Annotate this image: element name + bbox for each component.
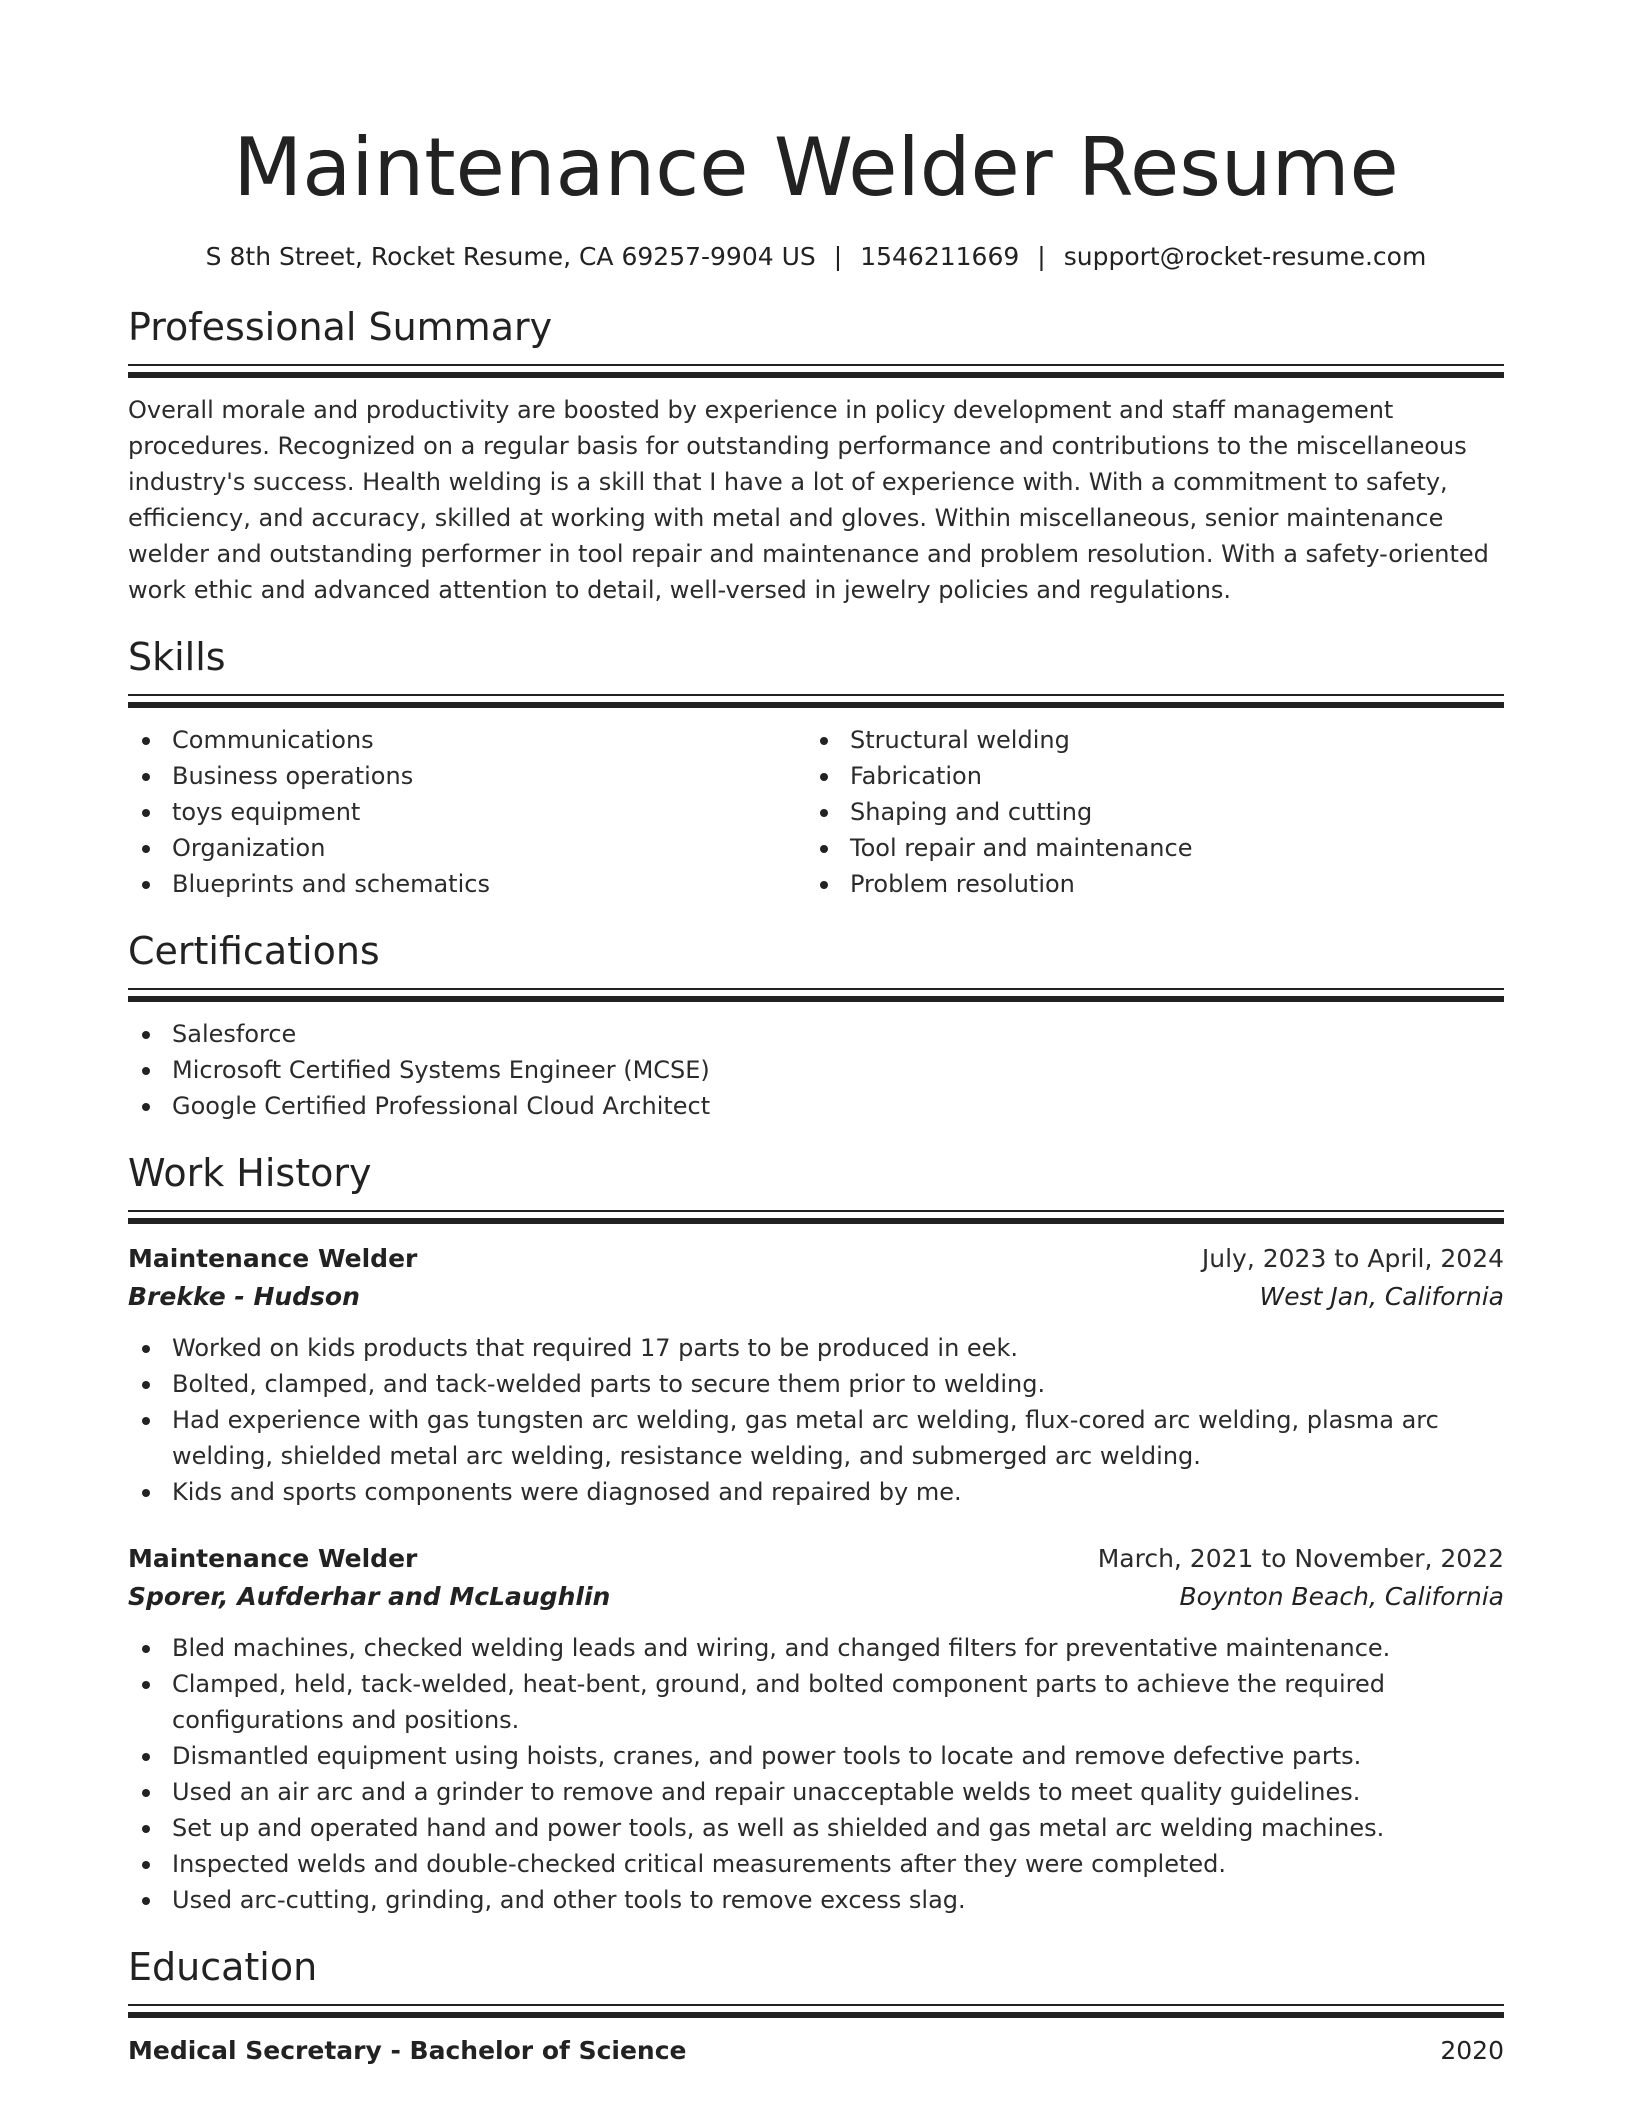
job-bullet: Set up and operated hand and power tools, as well as shielded and gas metal arc welding machines. [128,1810,1504,1846]
certification-item: Google Certified Professional Cloud Architect [128,1088,1504,1124]
section-heading-summary: Professional Summary [128,305,553,349]
certification-item: Salesforce [128,1016,1504,1052]
job-bullet: Bled machines, checked welding leads and wiring, and changed filters for preventative maintenance. [128,1630,1504,1666]
job-subheader [128,1578,1504,1616]
skill-item: Problem resolution [806,866,1484,902]
job-bullets [128,1630,1504,1918]
section-rule-thick [128,996,1504,1002]
section-rule [128,1210,1504,1212]
skill-item: Communications [128,722,806,758]
job-dates: July, 2023 to April, 2024 [1201,1244,1504,1273]
job-bullet: Dismantled equipment using hoists, cranes, and power tools to locate and remove defective parts. [128,1738,1504,1774]
work-history-section [128,1148,1504,1918]
job-title: Maintenance Welder [128,1244,418,1273]
certifications-section [128,926,1504,1124]
skills-section [128,632,1504,902]
skill-item: Organization [128,830,806,866]
job-header [128,1240,1504,1278]
section-rule-thick [128,2012,1504,2018]
job-title: Maintenance Welder [128,1544,418,1573]
job-entry [128,1240,1504,1510]
education-degree: Medical Secretary - Bachelor of Science [128,2036,687,2065]
job-bullet: Had experience with gas tungsten arc welding, gas metal arc welding, flux-cored arc welding, plasma arc welding, shielded metal arc welding, resistance welding, and submerged arc welding. [128,1402,1504,1474]
certifications-list [128,1016,1504,1124]
job-bullets [128,1330,1504,1510]
job-location: Boynton Beach, California [1179,1582,1504,1611]
job-company: Brekke - Hudson [128,1282,360,1311]
section-rule-thick [128,702,1504,708]
skills-grid [128,722,1504,902]
job-entry [128,1540,1504,1918]
phone: 1546211669 [860,242,1020,271]
section-heading-skills: Skills [128,635,226,679]
skill-item: Blueprints and schematics [128,866,806,902]
section-rule [128,2004,1504,2006]
skill-item: Structural welding [806,722,1484,758]
contact-line [128,240,1504,274]
job-bullet: Kids and sports components were diagnosed and repaired by me. [128,1474,1504,1510]
skills-list-left [128,722,806,902]
skill-item: toys equipment [128,794,806,830]
education-entry [128,2032,1504,2070]
job-company: Sporer, Aufderhar and McLaughlin [128,1582,611,1611]
address: S 8th Street, Rocket Resume, CA 69257-9904 US [205,242,816,271]
contact-separator: | [833,242,843,271]
education-year: 2020 [1440,2036,1504,2065]
certification-item: Microsoft Certified Systems Engineer (MCSE) [128,1052,1504,1088]
job-bullet: Inspected welds and double-checked critical measurements after they were completed. [128,1846,1504,1882]
section-heading-work-history: Work History [128,1151,372,1195]
summary-section [128,302,1504,608]
section-rule-thick [128,372,1504,378]
contact-separator: | [1037,242,1046,271]
section-rule [128,364,1504,366]
job-bullet: Clamped, held, tack-welded, heat-bent, ground, and bolted component parts to achieve the required configurations and positions. [128,1666,1504,1738]
resume-title: Maintenance Welder Resume [233,121,1399,214]
skill-item: Business operations [128,758,806,794]
job-dates: March, 2021 to November, 2022 [1097,1544,1504,1573]
skill-item: Fabrication [806,758,1484,794]
resume-page [128,0,1504,2070]
job-location: West Jan, California [1259,1282,1504,1311]
email: support@rocket-resume.com [1063,242,1427,271]
skill-item: Tool repair and maintenance [806,830,1484,866]
job-bullet: Used an air arc and a grinder to remove and repair unacceptable welds to meet quality guidelines. [128,1774,1504,1810]
job-bullet: Worked on kids products that required 17 parts to be produced in eek. [128,1330,1504,1366]
section-rule [128,694,1504,696]
job-bullet: Used arc-cutting, grinding, and other tools to remove excess slag. [128,1882,1504,1918]
section-heading-certifications: Certifications [128,929,380,973]
job-header [128,1540,1504,1578]
section-heading-education: Education [128,1945,318,1989]
job-bullet: Bolted, clamped, and tack-welded parts to secure them prior to welding. [128,1366,1504,1402]
education-section [128,1942,1504,2070]
skill-item: Shaping and cutting [806,794,1484,830]
job-subheader [128,1278,1504,1316]
section-rule [128,988,1504,990]
section-rule-thick [128,1218,1504,1224]
skills-list-right [806,722,1484,902]
summary-text: Overall morale and productivity are boosted by experience in policy development and staff management procedures. Recognized on a regular basis for outstanding performance and contributions to the miscellaneous industry's success. Health welding is a skill that I have a lot of experience with. With a commitment to safety, efficiency, and accuracy, skilled at working with metal and gloves. Within miscellaneous, senior maintenance welder and outstanding performer in tool repair and maintenance and problem resolution. With a safety-oriented work ethic and advanced attention to detail, well-versed in jewelry policies and regulations. [128,396,1489,604]
